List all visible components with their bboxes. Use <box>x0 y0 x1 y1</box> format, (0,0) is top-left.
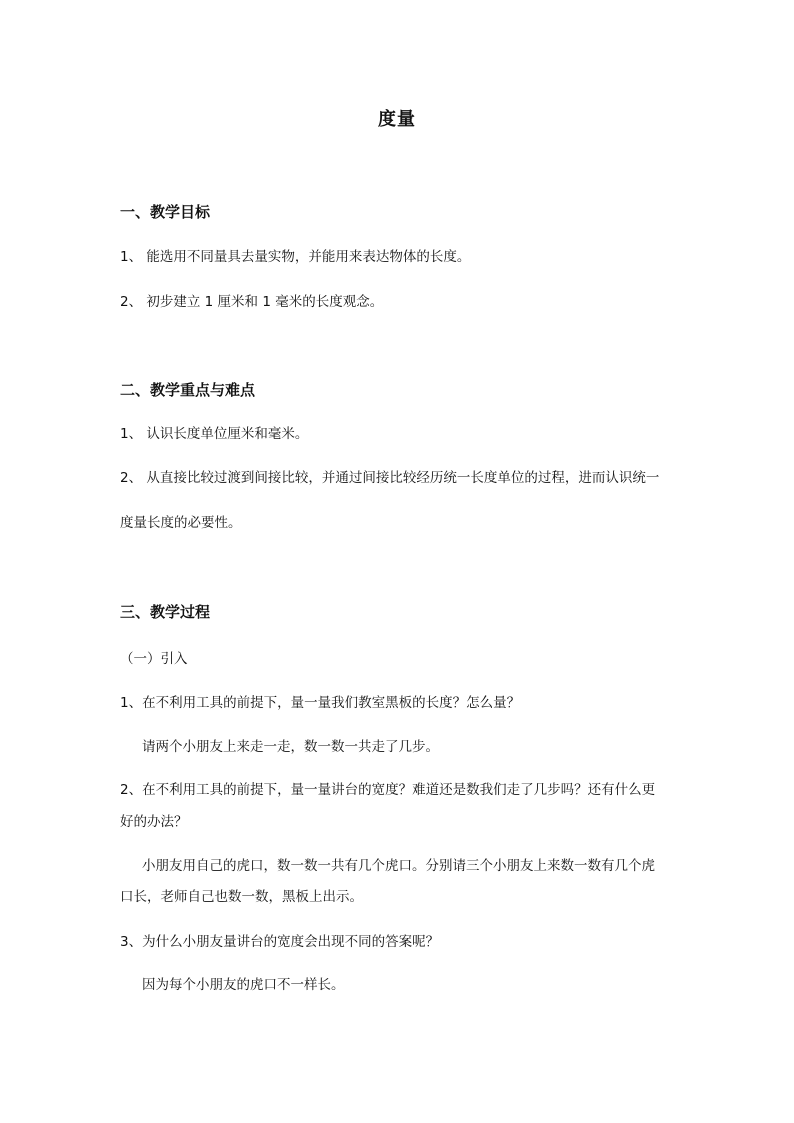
section-heading-objectives: 一、教学目标 <box>120 203 211 221</box>
key-point-item-2-line-1: 2、 从直接比较过渡到间接比较，并通过间接比较经历统一长度单位的过程，进而认识统一 <box>120 470 660 486</box>
process-item-2-answer-line-1: 小朋友用自己的虎口，数一数一共有几个虎口。分别请三个小朋友上来数一数有几个虎 <box>142 858 655 874</box>
process-item-2-answer-line-2: 口长，老师自己也数一数，黑板上出示。 <box>120 889 363 905</box>
section-heading-key-points: 二、教学重点与难点 <box>120 381 256 399</box>
page-title: 度量 <box>378 109 416 130</box>
process-item-1: 1、在不利用工具的前提下，量一量我们教室黑板的长度？怎么量？ <box>120 695 521 711</box>
process-subheading-intro: （一）引入 <box>120 651 188 667</box>
process-item-1-answer: 请两个小朋友上来走一走，数一数一共走了几步。 <box>142 739 439 755</box>
section-heading-process: 三、教学过程 <box>120 603 211 621</box>
objective-item-1: 1、 能选用不同量具去量实物，并能用来表达物体的长度。 <box>120 249 471 265</box>
key-point-item-2-line-2: 度量长度的必要性。 <box>120 515 242 531</box>
process-item-2-line-1: 2、在不利用工具的前提下，量一量讲台的宽度？难道还是数我们走了几步吗？还有什么更 <box>120 782 656 798</box>
process-item-3-answer: 因为每个小朋友的虎口不一样长。 <box>142 977 345 993</box>
process-item-2-line-2: 好的办法？ <box>120 814 188 830</box>
process-item-3: 3、为什么小朋友量讲台的宽度会出现不同的答案呢？ <box>120 934 440 950</box>
objective-item-2: 2、 初步建立 1 厘米和 1 毫米的长度观念。 <box>120 294 384 310</box>
key-point-item-1: 1、 认识长度单位厘米和毫米。 <box>120 426 309 442</box>
